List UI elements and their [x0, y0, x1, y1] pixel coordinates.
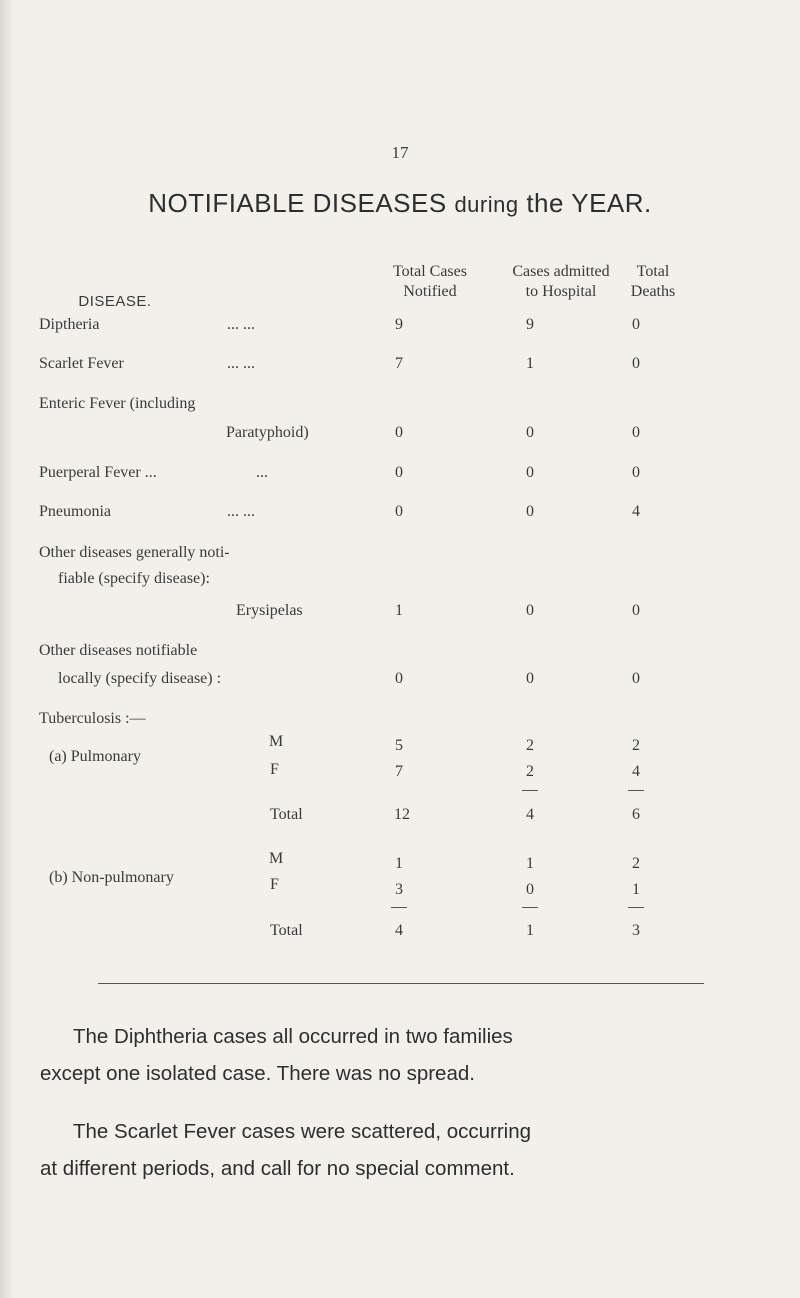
title-part-2: during	[454, 192, 519, 217]
pulmonary-f-notified: 7	[395, 763, 403, 780]
row-other-local-label-1: Other diseases notifiable	[39, 642, 198, 659]
non-pulmonary-total-hospital: 1	[526, 922, 534, 939]
row-other-general-deaths: 0	[632, 602, 640, 619]
pulmonary-f-deaths: 4	[632, 763, 640, 780]
non-pulmonary-m-hospital: 1	[526, 855, 534, 872]
non-pulmonary-notified-sum-rule	[391, 907, 407, 908]
paragraph-diphtheria	[40, 1018, 760, 1092]
row-puerperal-notified: 0	[395, 464, 403, 481]
row-other-local-deaths: 0	[632, 670, 640, 687]
row-enteric-label-2: Paratyphoid)	[226, 424, 309, 441]
non-pulmonary-total-label: Total	[270, 922, 303, 939]
row-enteric-label-1: Enteric Fever (including	[39, 395, 196, 412]
row-pneumonia-deaths: 4	[632, 503, 640, 520]
pulmonary-total-notified: 12	[394, 806, 410, 823]
row-diphtheria-deaths: 0	[632, 316, 640, 333]
paragraph-scarlet-line1: The Scarlet Fever cases were scattered, occurring	[73, 1120, 532, 1143]
row-pneumonia-hospital: 0	[526, 503, 534, 520]
row-pneumonia-notified: 0	[395, 503, 403, 520]
non-pulmonary-m-notified: 1	[395, 855, 403, 872]
pulmonary-total-hospital: 4	[526, 806, 534, 823]
row-other-local-notified: 0	[395, 670, 403, 687]
header-total-cases-line1: Total Cases	[393, 263, 467, 280]
pulmonary-m-hospital: 2	[526, 737, 534, 754]
non-pulmonary-m-deaths: 2	[632, 855, 640, 872]
row-other-general-hospital: 0	[526, 602, 534, 619]
pulmonary-total-label: Total	[270, 806, 303, 823]
header-disease: DISEASE.	[78, 293, 152, 310]
header-deaths	[608, 262, 698, 302]
row-pneumonia-label: Pneumonia	[39, 503, 111, 520]
header-admitted-line2: to Hospital	[525, 283, 597, 300]
non-pulmonary-f-deaths: 1	[632, 881, 640, 898]
page-edge-shadow	[0, 0, 14, 1298]
pulmonary-hospital-sum-rule	[522, 790, 538, 791]
non-pulmonary-total-notified: 4	[395, 922, 403, 939]
pulmonary-m-notified: 5	[395, 737, 403, 754]
title-part-3: the YEAR.	[526, 188, 652, 218]
non-pulmonary-f-hospital: 0	[526, 881, 534, 898]
row-diphtheria-dots: ... ...	[227, 316, 255, 333]
pulmonary-f-hospital: 2	[526, 763, 534, 780]
page-title	[40, 188, 760, 219]
row-other-general-label-1: Other diseases generally noti-	[39, 544, 230, 561]
non-pulmonary-hospital-sum-rule	[522, 907, 538, 908]
row-diphtheria-label: Diptheria	[39, 316, 100, 333]
pulmonary-f-sex: F	[270, 761, 279, 778]
non-pulmonary-m-sex: M	[269, 850, 284, 867]
header-deaths-line1: Total	[636, 263, 670, 280]
non-pulmonary-f-sex: F	[270, 876, 279, 893]
header-total-cases-line2: Notified	[403, 283, 457, 300]
pulmonary-m-sex: M	[269, 733, 284, 750]
pulmonary-total-deaths: 6	[632, 806, 640, 823]
row-puerperal-deaths: 0	[632, 464, 640, 481]
row-scarlet-notified: 7	[395, 355, 403, 372]
non-pulmonary-f-notified: 3	[395, 881, 403, 898]
row-other-general-label-3: Erysipelas	[236, 602, 303, 619]
paragraph-diphtheria-line1: The Diphtheria cases all occurred in two families	[73, 1025, 513, 1048]
row-enteric-notified: 0	[395, 424, 403, 441]
row-diphtheria-hospital: 9	[526, 316, 534, 333]
row-other-local-hospital: 0	[526, 670, 534, 687]
row-scarlet-label: Scarlet Fever	[39, 355, 124, 372]
paragraph-scarlet-fever	[40, 1113, 760, 1187]
row-other-general-label-2: fiable (specify disease):	[58, 570, 210, 587]
row-scarlet-hospital: 1	[526, 355, 534, 372]
pulmonary-label: (a) Pulmonary	[49, 748, 141, 765]
pulmonary-m-deaths: 2	[632, 737, 640, 754]
row-pneumonia-dots: ... ...	[227, 503, 255, 520]
row-scarlet-dots: ... ...	[227, 355, 255, 372]
header-admitted-line1: Cases admitted	[512, 263, 610, 280]
row-puerperal-hospital: 0	[526, 464, 534, 481]
non-pulmonary-total-deaths: 3	[632, 922, 640, 939]
header-deaths-line2: Deaths	[630, 283, 676, 300]
row-other-local-label-2: locally (specify disease) :	[58, 670, 222, 687]
row-enteric-hospital: 0	[526, 424, 534, 441]
tuberculosis-label: Tuberculosis :—	[39, 710, 146, 727]
row-puerperal-label: Puerperal Fever ...	[39, 464, 157, 481]
page-number: 17	[391, 143, 409, 162]
paragraph-diphtheria-line2: except one isolated case. There was no spread.	[40, 1062, 475, 1085]
paragraph-scarlet-line2: at different periods, and call for no special comment.	[40, 1157, 515, 1180]
title-part-1: NOTIFIABLE DISEASES	[148, 188, 447, 218]
non-pulmonary-label: (b) Non-pulmonary	[49, 869, 174, 886]
row-scarlet-deaths: 0	[632, 355, 640, 372]
row-puerperal-dots: ...	[256, 464, 268, 481]
row-diphtheria-notified: 9	[395, 316, 403, 333]
section-divider	[98, 983, 704, 984]
pulmonary-deaths-sum-rule	[628, 790, 644, 791]
non-pulmonary-deaths-sum-rule	[628, 907, 644, 908]
row-enteric-deaths: 0	[632, 424, 640, 441]
row-other-general-notified: 1	[395, 602, 403, 619]
